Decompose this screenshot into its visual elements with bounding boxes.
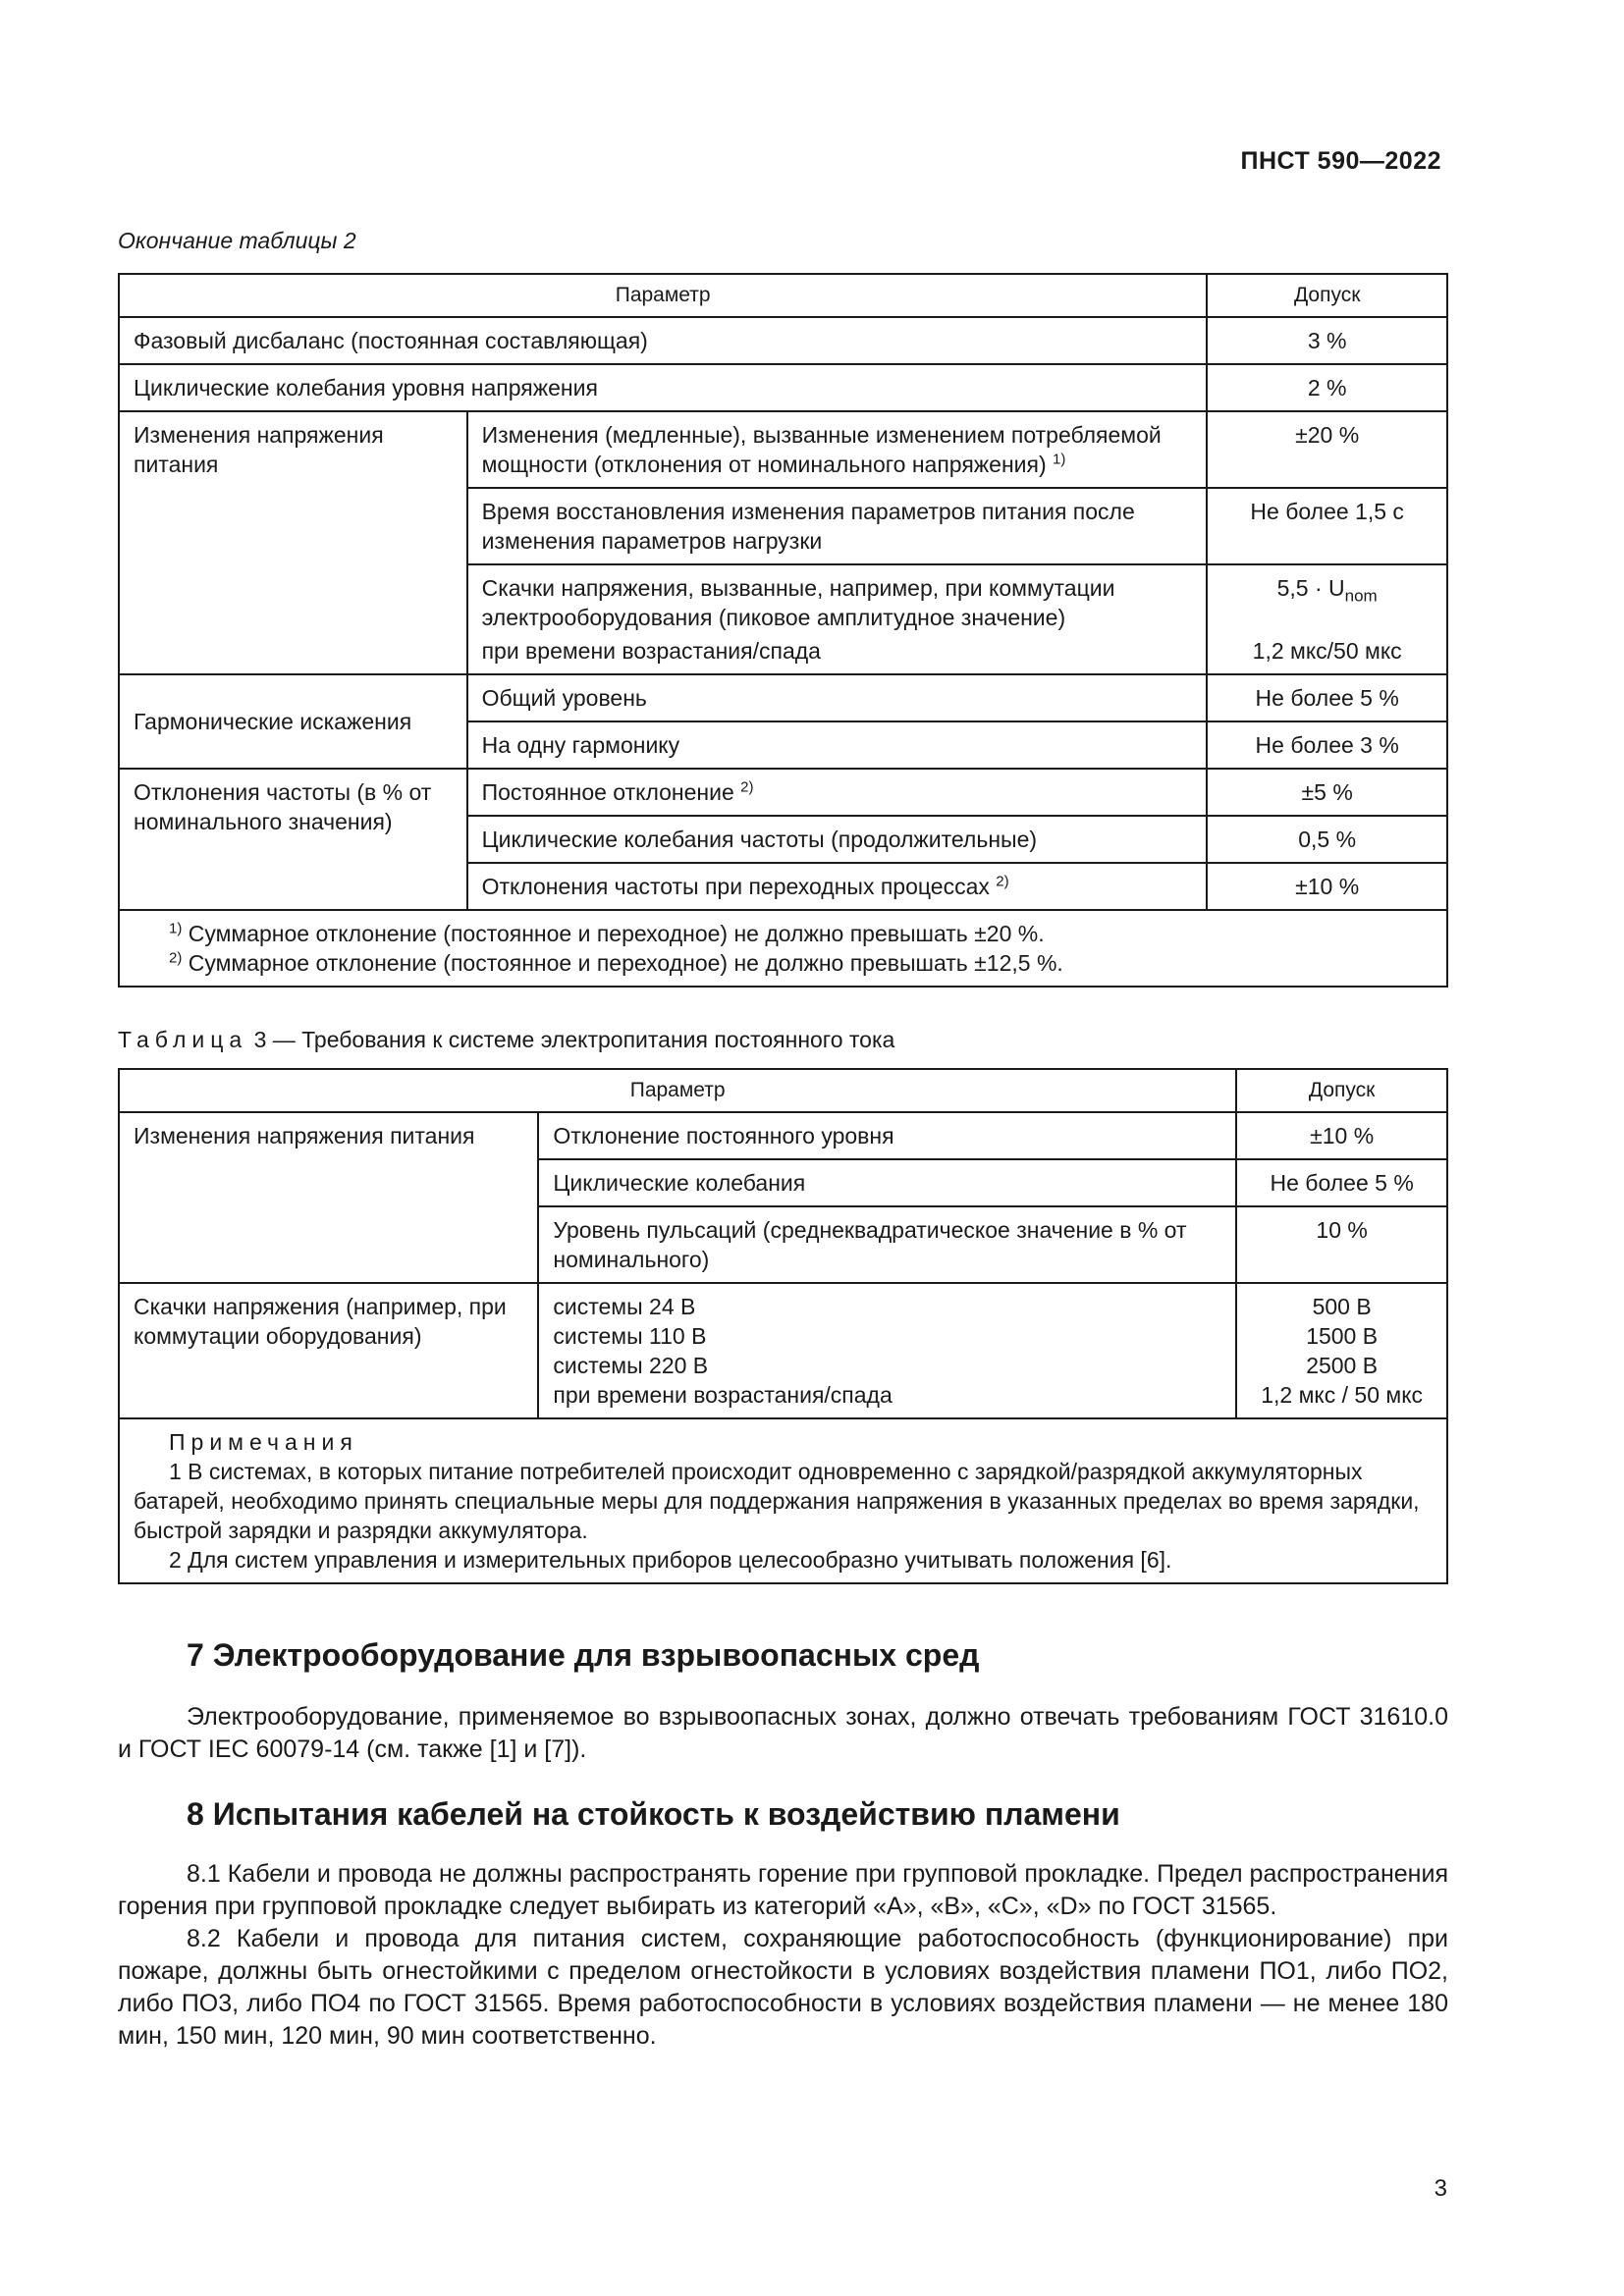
tolerance-cell: Не более 1,5 с <box>1207 488 1447 564</box>
table-2-header-row <box>119 274 1447 317</box>
note-1: 1 В системах, в которых питание потребителей происходит одновременно с зарядкой/разрядкой аккумуляторных батарей, необходимо принять специальные меры для поддержания напряжения в указанных пределах во время зарядки, быстрой зарядки и разрядки аккумулятора. <box>134 1459 1420 1543</box>
param-text: Скачки напряжения, вызванные, например, при коммутации электрооборудования (пиковое амплитудное значение) <box>481 575 1115 630</box>
tolerance-cell: ±5 % <box>1207 769 1447 816</box>
footnote-mark: 1) <box>169 920 183 937</box>
tolerance-cell <box>1236 1283 1447 1418</box>
tolerance-cell: 3 % <box>1207 317 1447 364</box>
tolerance-cell: ±10 % <box>1207 863 1447 910</box>
param-text-2: при времени возрастания/спада <box>481 638 821 664</box>
param-cell <box>467 863 1208 910</box>
footnote-ref: 2) <box>996 873 1009 890</box>
footnotes-cell <box>119 910 1447 987</box>
table-3-header-row <box>119 1069 1447 1112</box>
tolerance-cell: Не более 5 % <box>1207 674 1447 721</box>
param-line: системы 24 В <box>553 1294 696 1319</box>
tolerance-coef-text: 5,5 · U <box>1276 575 1345 601</box>
param-cell: Отклонение постоянного уровня <box>538 1112 1236 1159</box>
tolerance-cell: 0,5 % <box>1207 816 1447 863</box>
footnote-1 <box>134 919 1433 948</box>
column-header-tolerance: Допуск <box>1236 1069 1447 1112</box>
section-7-title: 7 Электрооборудование для взрывоопасных сред <box>187 1637 980 1673</box>
param-cell <box>467 564 1208 674</box>
param-line: системы 110 В <box>553 1323 707 1349</box>
tolerance-line: 1500 В <box>1306 1323 1379 1349</box>
table-3-title: 3 — Требования к системе электропитания постоянного тока <box>253 1027 895 1052</box>
param-line: при времени возрастания/спада <box>553 1382 893 1408</box>
footnote-text: Суммарное отклонение (постоянное и переходное) не должно превышать ±20 %. <box>188 921 1045 946</box>
table-3-caption <box>118 1027 894 1053</box>
table-3 <box>118 1068 1448 1584</box>
document-code: ПНСТ 590—2022 <box>1240 147 1441 175</box>
table-2 <box>118 273 1448 988</box>
tolerance-cell: 10 % <box>1236 1206 1447 1283</box>
table-2-footnotes-row <box>119 910 1447 987</box>
footnote-text: Суммарное отклонение (постоянное и переходное) не должно превышать ±12,5 %. <box>188 950 1063 976</box>
tolerance-cell <box>1207 564 1447 674</box>
param-text: Постоянное отклонение <box>481 779 734 805</box>
param-cell: Циклические колебания уровня напряжения <box>119 364 1207 411</box>
tolerance-cell: 2 % <box>1207 364 1447 411</box>
table-row <box>119 769 1447 816</box>
table-row <box>119 1112 1447 1159</box>
group-cell-frequency: Отклонения частоты (в % от номинального значения) <box>119 769 467 910</box>
column-header-parameter: Параметр <box>119 274 1207 317</box>
tolerance-cell: ±10 % <box>1236 1112 1447 1159</box>
note-2: 2 Для систем управления и измерительных приборов целесообразно учитывать положения [6]. <box>169 1547 1172 1573</box>
footnote-ref: 2) <box>740 778 754 796</box>
table-row <box>119 674 1447 721</box>
notes-cell <box>119 1418 1447 1583</box>
paragraph-8-2: 8.2 Кабели и провода для питания систем, сохраняющие работоспособность (функционирование) при пожаре, должны быть огнестойкими с пределом огнестойкости в условиях воздействия пламени ПО1, либо ПО2, либо ПО3, либо ПО4 по ГОСТ 31565. Время работоспособности в условиях воздействия пламени — не менее 180 мин, 150 мин, 120 мин, 90 мин соответственно. <box>118 1925 1448 2050</box>
tolerance-line: 2500 В <box>1306 1353 1379 1378</box>
tolerance-cell: Не более 5 % <box>1236 1159 1447 1206</box>
table-row <box>119 1283 1447 1418</box>
column-header-tolerance: Допуск <box>1207 274 1447 317</box>
group-cell-voltage: Изменения напряжения питания <box>119 1112 538 1283</box>
tolerance-cell: Не более 3 % <box>1207 721 1447 769</box>
param-cell <box>538 1283 1236 1418</box>
param-text: Изменения (медленные), вызванные изменением потребляемой мощности (отклонения от номинального напряжения) <box>481 422 1162 477</box>
footnote-ref: 1) <box>1053 451 1066 468</box>
section-7-body <box>118 1701 1448 1766</box>
footnote-mark: 2) <box>169 949 183 967</box>
param-cell: Циклические колебания частоты (продолжительные) <box>467 816 1208 863</box>
table-3-label: Таблица <box>118 1027 248 1052</box>
param-cell <box>467 411 1208 488</box>
param-text: Отклонения частоты при переходных процессах <box>481 874 990 899</box>
group-cell-spikes: Скачки напряжения (например, при коммутации оборудования) <box>119 1283 538 1418</box>
section-8-body <box>118 1858 1448 2053</box>
tolerance-value-2: 1,2 мкс/50 мкс <box>1252 638 1402 664</box>
param-cell: Фазовый дисбаланс (постоянная составляющая) <box>119 317 1207 364</box>
param-cell: Уровень пульсаций (среднеквадратическое значение в % от номинального) <box>538 1206 1236 1283</box>
column-header-parameter: Параметр <box>119 1069 1236 1112</box>
tolerance-coefficient <box>1221 573 1433 606</box>
group-cell-supply-voltage: Изменения напряжения питания <box>119 411 467 674</box>
table-row <box>119 411 1447 488</box>
table-2-continuation-caption: Окончание таблицы 2 <box>118 228 356 253</box>
tolerance-cell: ±20 % <box>1207 411 1447 488</box>
param-cell: Общий уровень <box>467 674 1208 721</box>
table-row <box>119 317 1447 364</box>
tolerance-line: 500 В <box>1312 1294 1372 1319</box>
group-cell-harmonic: Гармонические искажения <box>119 674 467 769</box>
notes-label: Примечания <box>169 1429 358 1455</box>
section-7-paragraph: Электрооборудование, применяемое во взрывоопасных зонах, должно отвечать требованиям ГОСТ 31610.0 и ГОСТ IEC 60079-14 (см. также [1] и [7]). <box>118 1703 1448 1763</box>
param-line: системы 220 В <box>553 1353 709 1378</box>
table-3-notes-row <box>119 1418 1447 1583</box>
paragraph-8-1: 8.1 Кабели и провода не должны распространять горение при групповой прокладке. Предел распространения горения при групповой прокладке следует выбирать из категорий «А», «В», «С», «D» по ГОСТ 31565. <box>118 1860 1448 1920</box>
param-cell <box>467 769 1208 816</box>
page-number: 3 <box>1434 2175 1447 2202</box>
param-cell: На одну гармонику <box>467 721 1208 769</box>
tolerance-subscript: nom <box>1344 586 1378 606</box>
section-8-title: 8 Испытания кабелей на стойкость к воздействию пламени <box>187 1796 1120 1832</box>
table-row <box>119 364 1447 411</box>
footnote-2 <box>134 948 1433 978</box>
param-cell: Циклические колебания <box>538 1159 1236 1206</box>
tolerance-line: 1,2 мкс / 50 мкс <box>1261 1382 1424 1408</box>
param-cell: Время восстановления изменения параметров питания после изменения параметров нагрузки <box>467 488 1208 564</box>
